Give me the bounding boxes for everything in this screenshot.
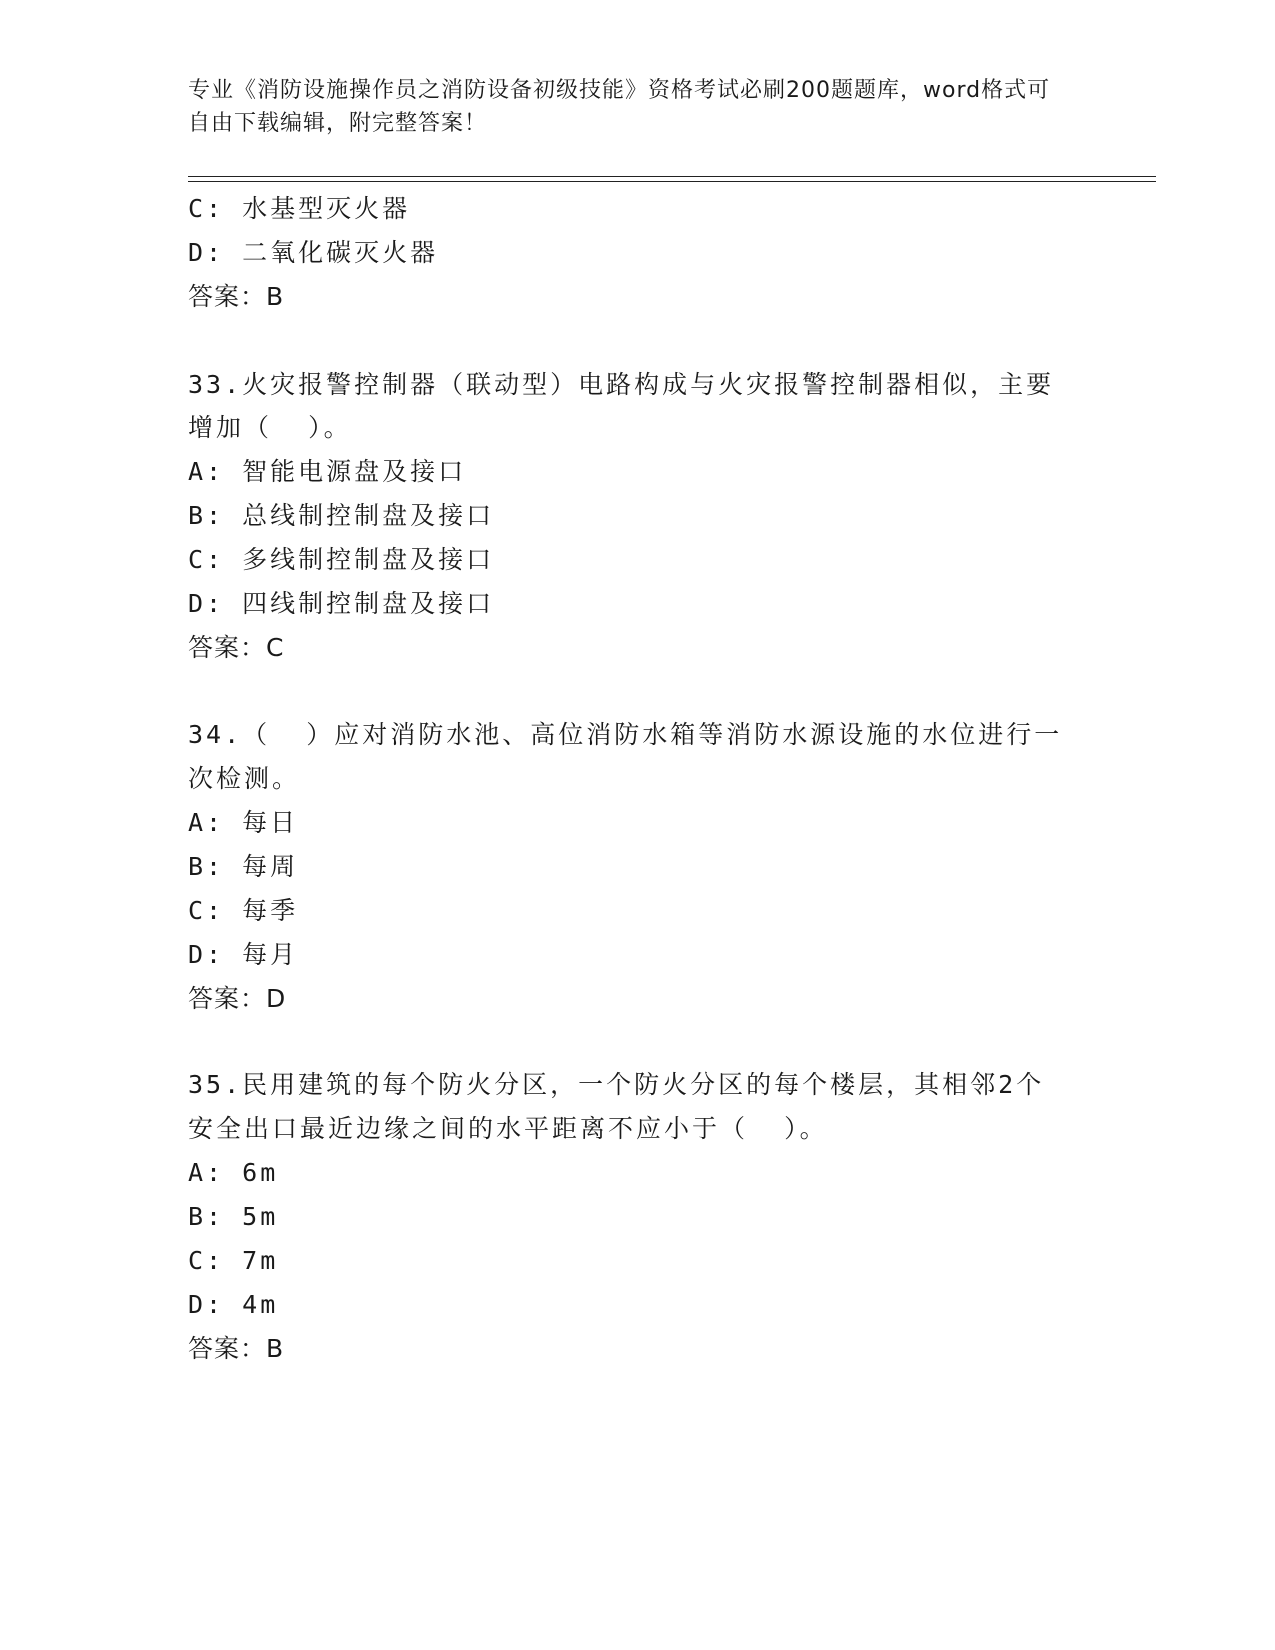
question-35-option-c: C: 7m xyxy=(188,1246,279,1275)
question-35-stem-line-1: 35.民用建筑的每个防火分区，一个防火分区的每个楼层，其相邻2个 xyxy=(188,1070,1045,1099)
question-34-stem-line-2: 次检测。 xyxy=(188,764,301,793)
question-33-option-a: A: 智能电源盘及接口 xyxy=(188,457,467,486)
question-33-stem-line-2: 增加（ ）。 xyxy=(188,413,352,442)
header-divider-top xyxy=(188,176,1156,177)
option-d: D: 二氧化碳灭火器 xyxy=(188,238,439,267)
question-33-answer: 答案：C xyxy=(188,633,285,662)
question-33-option-b: B: 总线制控制盘及接口 xyxy=(188,501,495,530)
question-33-option-c: C: 多线制控制盘及接口 xyxy=(188,545,495,574)
question-34-option-c: C: 每季 xyxy=(188,896,299,925)
document-header: 专业《消防设施操作员之消防设备初级技能》资格考试必刷200题题库，word格式可自由下载编辑，附完整答案！ xyxy=(188,78,1051,136)
header-divider-bottom xyxy=(188,181,1156,182)
question-34-option-b: B: 每周 xyxy=(188,852,299,881)
question-35-option-a: A: 6m xyxy=(188,1158,279,1187)
question-34-option-a: A: 每日 xyxy=(188,808,299,837)
answer: 答案：B xyxy=(188,282,285,311)
question-34-option-d: D: 每月 xyxy=(188,940,299,969)
option-c: C: 水基型灭火器 xyxy=(188,194,411,223)
question-35-option-d: D: 4m xyxy=(188,1290,279,1319)
question-33-option-d: D: 四线制控制盘及接口 xyxy=(188,589,495,618)
question-35-option-b: B: 5m xyxy=(188,1202,279,1231)
question-34-answer: 答案：D xyxy=(188,984,287,1013)
question-35-answer: 答案：B xyxy=(188,1334,285,1363)
question-33-stem-line-1: 33.火灾报警控制器（联动型）电路构成与火灾报警控制器相似，主要 xyxy=(188,370,1055,399)
question-35-stem-line-2: 安全出口最近边缘之间的水平距离不应小于（ ）。 xyxy=(188,1114,828,1143)
question-34-stem-line-1: 34.（ ）应对消防水池、高位消防水箱等消防水源设施的水位进行一 xyxy=(188,720,1063,749)
